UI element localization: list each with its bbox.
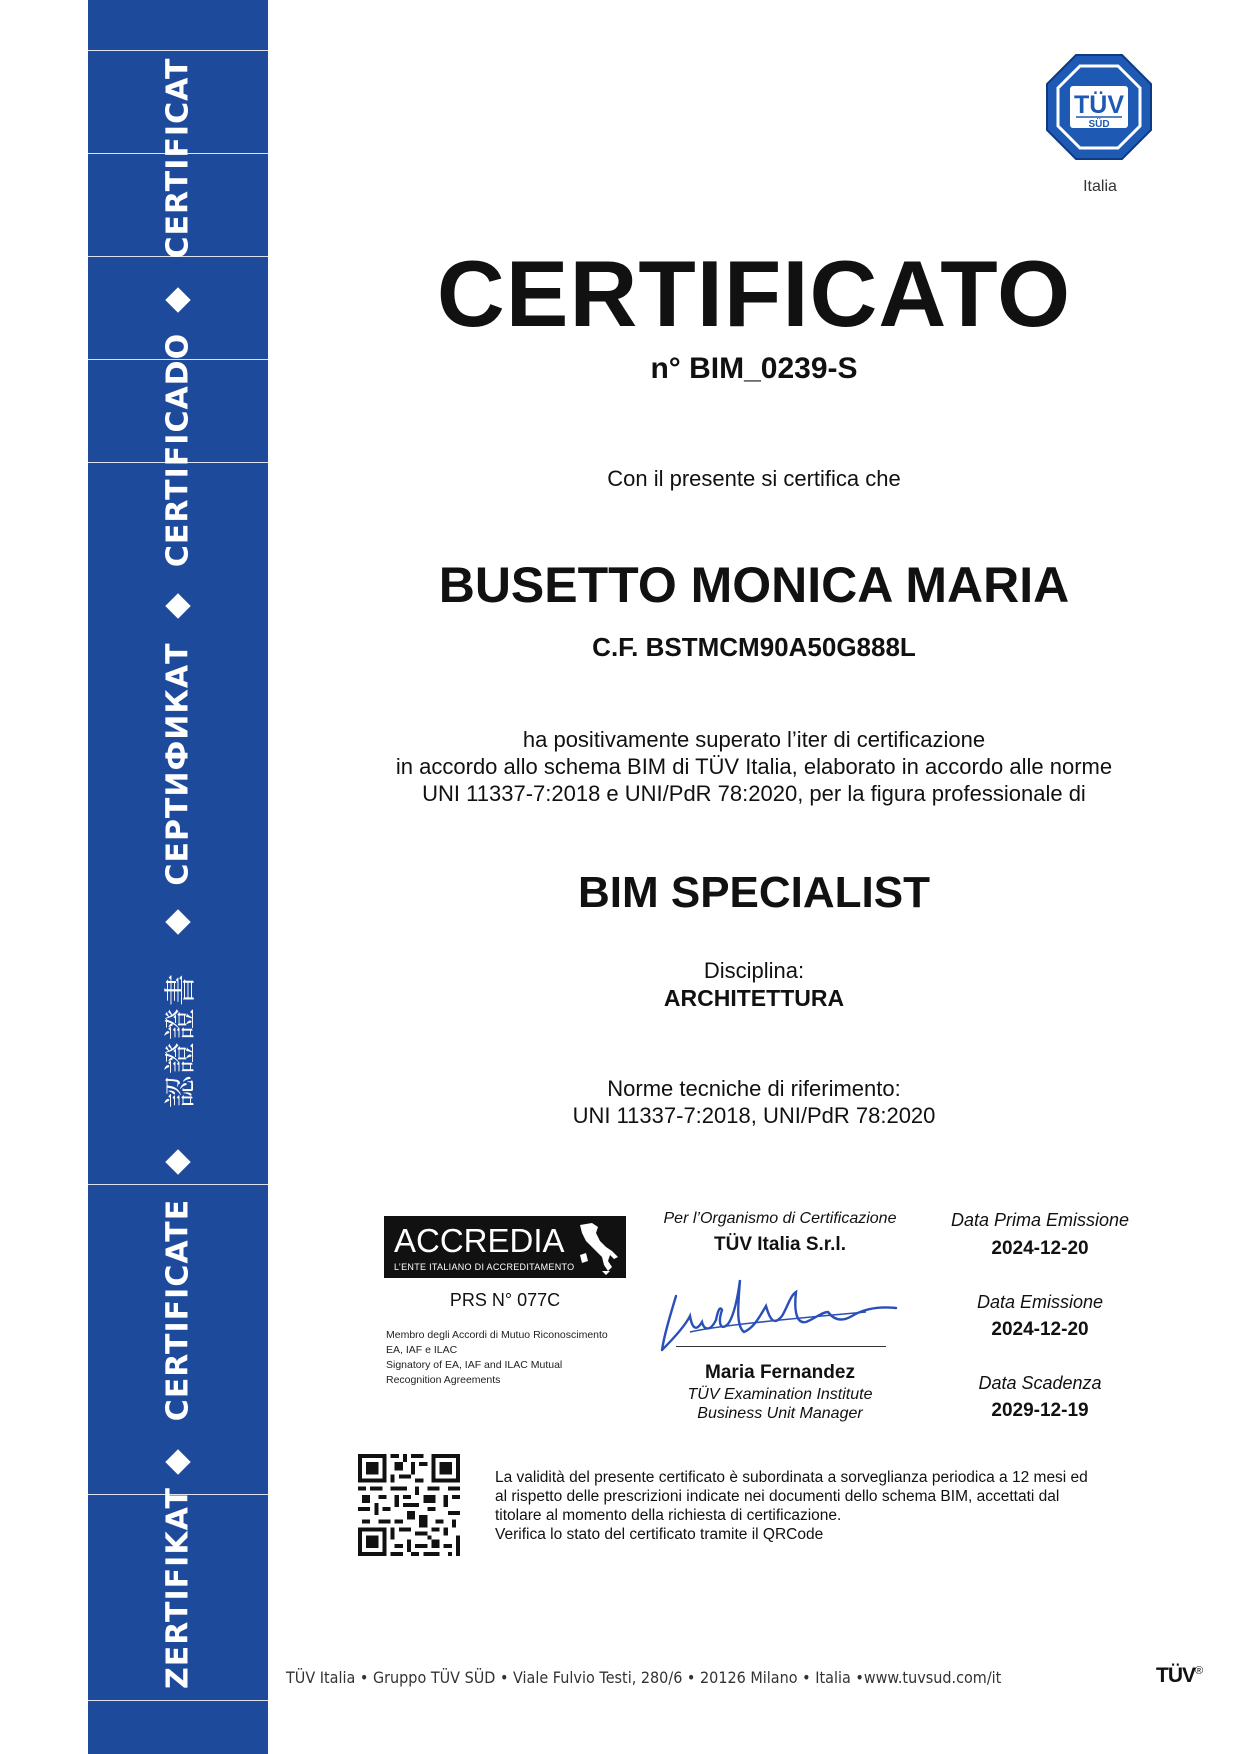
signatory-heading: Per l’Organismo di Certificazione (663, 1210, 897, 1227)
holder-tax-code: C.F. BSTMCM90A50G888L (592, 632, 916, 662)
statement-line: in accordo allo schema BIM di TÜV Italia, elaborato in accordo alle norme (395, 754, 1113, 779)
accredia-subtitle: L’ENTE ITALIANO DI ACCREDITAMENTO (394, 1262, 575, 1272)
discipline-value: ARCHITETTURA (663, 985, 845, 1011)
mla-line: EA, IAF e ILAC (386, 1344, 458, 1356)
band-rule (88, 1184, 268, 1185)
professional-role: BIM SPECIALIST (577, 868, 931, 917)
italy-map-icon (572, 1221, 622, 1275)
certificate-intro: Con il presente si certifica che (607, 466, 901, 491)
accreditation-number: PRS N° 077C (449, 1290, 561, 1310)
band-rule (88, 1700, 268, 1701)
logo-country: Italia (1083, 178, 1117, 195)
band-rule (88, 50, 268, 51)
qr-code-icon (358, 1454, 460, 1556)
signatory-organization: TÜV Italia S.r.l. (714, 1234, 846, 1255)
footer-logo: TÜV® (1156, 1664, 1203, 1687)
certification-statement (268, 726, 1240, 807)
signatory-role-line: TÜV Examination Institute (687, 1386, 873, 1403)
signature-line (676, 1346, 886, 1347)
statement-line: UNI 11337-7:2018 e UNI/PdR 78:2020, per la figura professionale di (422, 781, 1086, 806)
tuv-sud-logo-icon (1044, 52, 1154, 162)
norms-value: UNI 11337-7:2018, UNI/PdR 78:2020 (572, 1103, 936, 1128)
validity-note (495, 1468, 1155, 1544)
issue-date: 2024-12-20 (991, 1319, 1089, 1340)
band-diamond (165, 909, 190, 934)
issue-label: Data Emissione (976, 1292, 1104, 1312)
mla-line: Membro degli Accordi di Mutuo Riconoscimento (386, 1329, 608, 1341)
holder-name: BUSETTO MONICA MARIA (438, 557, 1070, 613)
note-line: La validità del presente certificato è subordinata a sorveglianza periodica a 12 mesi ed (495, 1469, 1088, 1486)
accredia-logo (384, 1216, 626, 1278)
expiry-label: Data Scadenza (978, 1373, 1102, 1393)
band-diamond (165, 593, 190, 618)
mla-line: Signatory of EA, IAF and ILAC Mutual (386, 1359, 563, 1371)
signatory-role-line: Business Unit Manager (697, 1405, 863, 1422)
mla-line: Recognition Agreements (386, 1374, 501, 1386)
accredia-brand: ACCREDIA (394, 1222, 565, 1259)
svg-text:SÜD: SÜD (1088, 119, 1110, 130)
band-diamond (165, 1449, 190, 1474)
handwritten-signature (656, 1266, 906, 1366)
language-band: CERTIFICAT CERTIFICADO СЕРТИФИКАТ 認證證書 CERTIFICATE ZERTIFIKAT (88, 0, 268, 1754)
statement-line: ha positivamente superato l’iter di certificazione (522, 727, 986, 752)
note-line: Verifica lo stato del certificato tramite il QRCode (495, 1526, 824, 1543)
band-diamond (165, 287, 190, 312)
certificate-title: CERTIFICATO (436, 241, 1072, 346)
first-issue-label: Data Prima Emissione (950, 1210, 1130, 1230)
note-line: titolare al momento della richiesta di certificazione. (495, 1507, 842, 1524)
footer-address: TÜV Italia • Gruppo TÜV SÜD • Viale Fulvio Testi, 280/6 • 20126 Milano • Italia •www.tuvsud.com/it (286, 1668, 1002, 1687)
norms-label: Norme tecniche di riferimento: (607, 1076, 901, 1101)
band-diamond (165, 1149, 190, 1174)
discipline-label: Disciplina: (703, 958, 805, 983)
first-issue-date: 2024-12-20 (991, 1238, 1089, 1259)
certificate-number: n° BIM_0239-S (650, 352, 858, 385)
mutual-recognition-text (386, 1328, 626, 1388)
expiry-date: 2029-12-19 (991, 1400, 1089, 1421)
note-line: al rispetto delle prescrizioni indicate nei documenti dello schema BIM, accettati dal (495, 1488, 1060, 1505)
svg-text:TÜV: TÜV (1074, 91, 1124, 119)
signatory-name: Maria Fernandez (705, 1362, 855, 1383)
